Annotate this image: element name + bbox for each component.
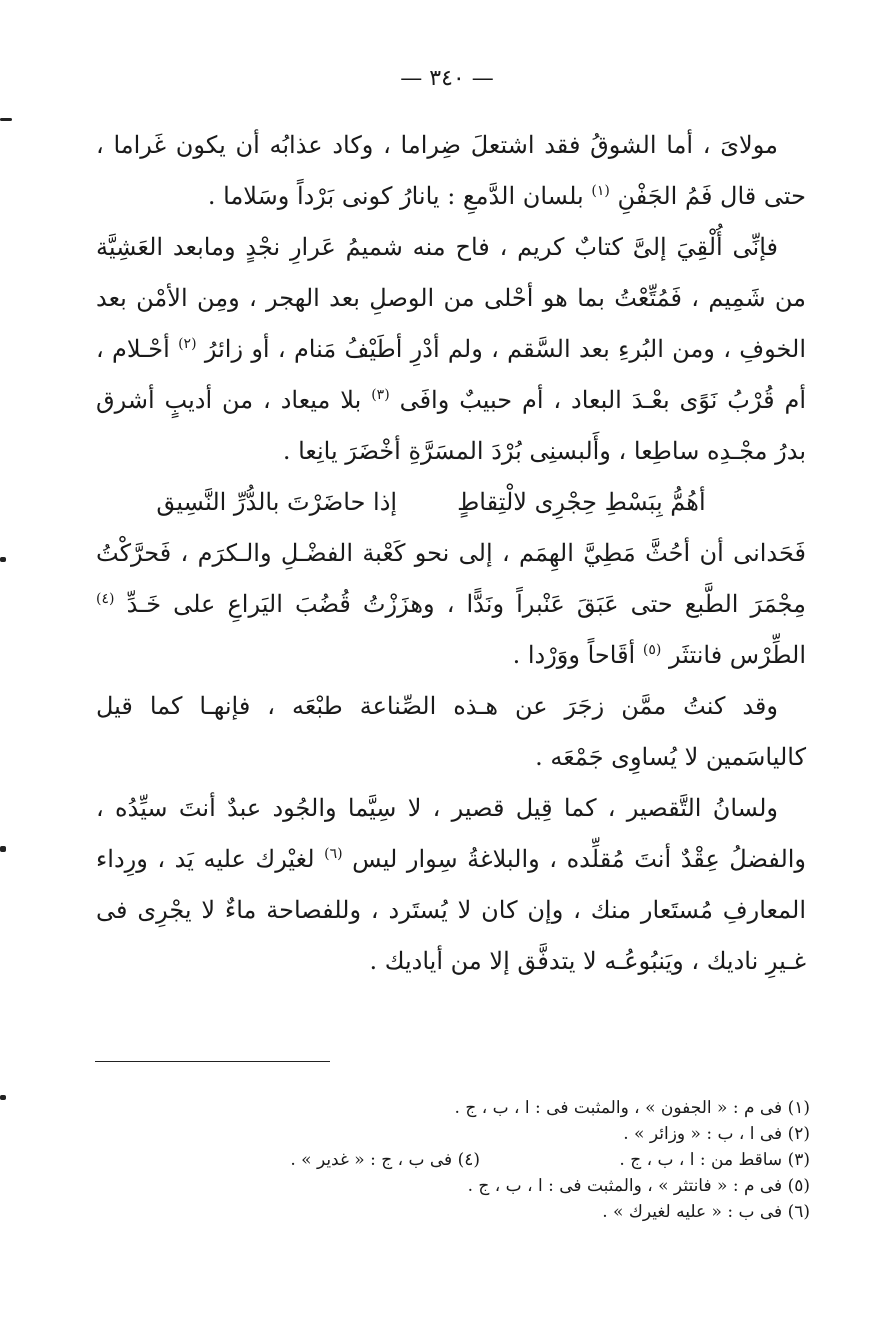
footnote-ref-1: (١): [591, 183, 610, 199]
paragraph-3-tail: أقَاحاً ووَرْدا .: [512, 641, 636, 669]
scan-edge-mark: [0, 846, 6, 852]
paragraph-1-text: مولاىَ ، أما الشوقُ فقد اشتعلَ ضِراما ، وكاد عذابُه أن يكون غَراما ، حتى قال فَمُ الجَفْنِ: [96, 131, 806, 210]
verse-first-hemistich: أهُمُّ بِبَسْطِ حِجْرِى لالْتِقاطٍ: [457, 488, 706, 516]
footnote-ref-2: (٢): [178, 336, 197, 352]
footnote-separator: [95, 1061, 330, 1062]
footnote-ref-5: (٥): [642, 642, 662, 658]
paragraph-3-text: فَحَدانى أن أحُثَّ مَطِيَّ الهِمَم ، إلى نحو كَعْبة الفضْـلِ والـكرَم ، فَحرَّكْتُ مِجْمَرَ الطَّبع حتى عَبَقَ عَنْبراً ونَدًّا ، وهزَزْتُ قُضُبَ اليَراعِ على خَـدِّ: [96, 539, 806, 618]
verse-line: [96, 477, 806, 528]
footnote-row-3-4: [130, 1147, 810, 1173]
footnote-4: (٤) فى ب ، ج : « غدير » .: [290, 1150, 480, 1170]
footnote-ref-4: (٤): [96, 591, 115, 607]
paragraph-4: وقد كنتُ ممَّن زجَرَ عن هـذه الصِّناعة طبْعَه ، فإنهـا كما قيل كالياسَمين لا يُساوِى جَمْعَه .: [96, 692, 806, 771]
scan-edge-mark: [0, 1095, 6, 1100]
paragraph-2-text: فإنِّى أُلْقِيَ إلىَّ كتابٌ كريم ، فاح منه شميمُ عَرارِ نجْدٍ ومابعد العَشِيَّة من شَمِيم ، فَمُتِّعْتُ بما هو أحْلى من الوصلِ بعد الهجر ، ومِن الأمْن بعد الخوفِ ، ومن البُرءِ بعد السَّقم ، ولم أدْرِ أطَيْفُ مَنام ، أو زائرُ: [96, 233, 806, 363]
paragraph-3: [96, 528, 806, 681]
footnotes: [130, 1095, 810, 1225]
paragraph-1: [96, 120, 806, 222]
paragraph-5-tail: لغيْرك عليه يَد ، ورِداء المعارفِ مُستَعار منك ، وإن كان لا يُستَرد ، وللفصاحة ماءٌ لا يجْرِى فى غـيرِ ناديك ، ويَنبُوعُـه لا يتدفَّق إلا من أياديك .: [96, 845, 806, 975]
verse-second-hemistich: إذا حاضَرْتَ بالدُّرِّ النَّسِيق: [156, 488, 398, 516]
footnote-2: (٢) فى ا ، ب : « وزائر » .: [623, 1124, 810, 1144]
scan-edge-mark: [0, 557, 6, 562]
scan-edge-mark: [0, 118, 12, 121]
footnote-1: (١) فى م : « الجفون » ، والمثبت فى : ا ، ب ، ج .: [454, 1098, 810, 1118]
paragraph-3-mid: الطِّرْس فانتثَر: [668, 641, 806, 669]
paragraph-2-mid: أحْـلام ، أم قُرْبُ نَوًى بعْـدَ البعاد ، أم حبيبٌ وافَى: [96, 335, 807, 414]
footnote-5: (٥) فى م : « فانتثر » ، والمثبت فى : ا ، ب ، ج .: [467, 1176, 810, 1196]
page-number: — ٣٤٠ —: [400, 66, 494, 91]
footnote-ref-6: (٦): [324, 846, 343, 862]
footnote-6: (٦) فى ب : « عليه لغيرك » .: [602, 1202, 810, 1222]
paragraph-5-text: ولسانُ التَّقصير ، كما قِيل قصير ، لا سِيَّما والجُود عبدٌ أنتَ سيِّدُه ، والفضلُ عِقْدٌ أنتَ مُقلِّده ، والبلاغةُ سِوار ليس: [96, 794, 807, 873]
main-text: [96, 120, 806, 987]
footnote-ref-3: (٣): [371, 387, 390, 403]
paragraph-2-tail: بلا ميعاد ، من أديبٍ أشرق بدرُ مجْـدِه ساطِعا ، وأَلبسنِى بُرْدَ المسَرَّةِ أخْضَرَ يانِعا .: [96, 386, 806, 465]
footnote-3: (٣) ساقط من : ا ، ب ، ج .: [619, 1150, 810, 1170]
paragraph-1-tail: بلسان الدَّمعِ : يانارُ كونى بَرْداً وسَلاما .: [207, 182, 584, 210]
paragraph-2: [96, 222, 806, 477]
paragraph-5: [96, 783, 806, 987]
